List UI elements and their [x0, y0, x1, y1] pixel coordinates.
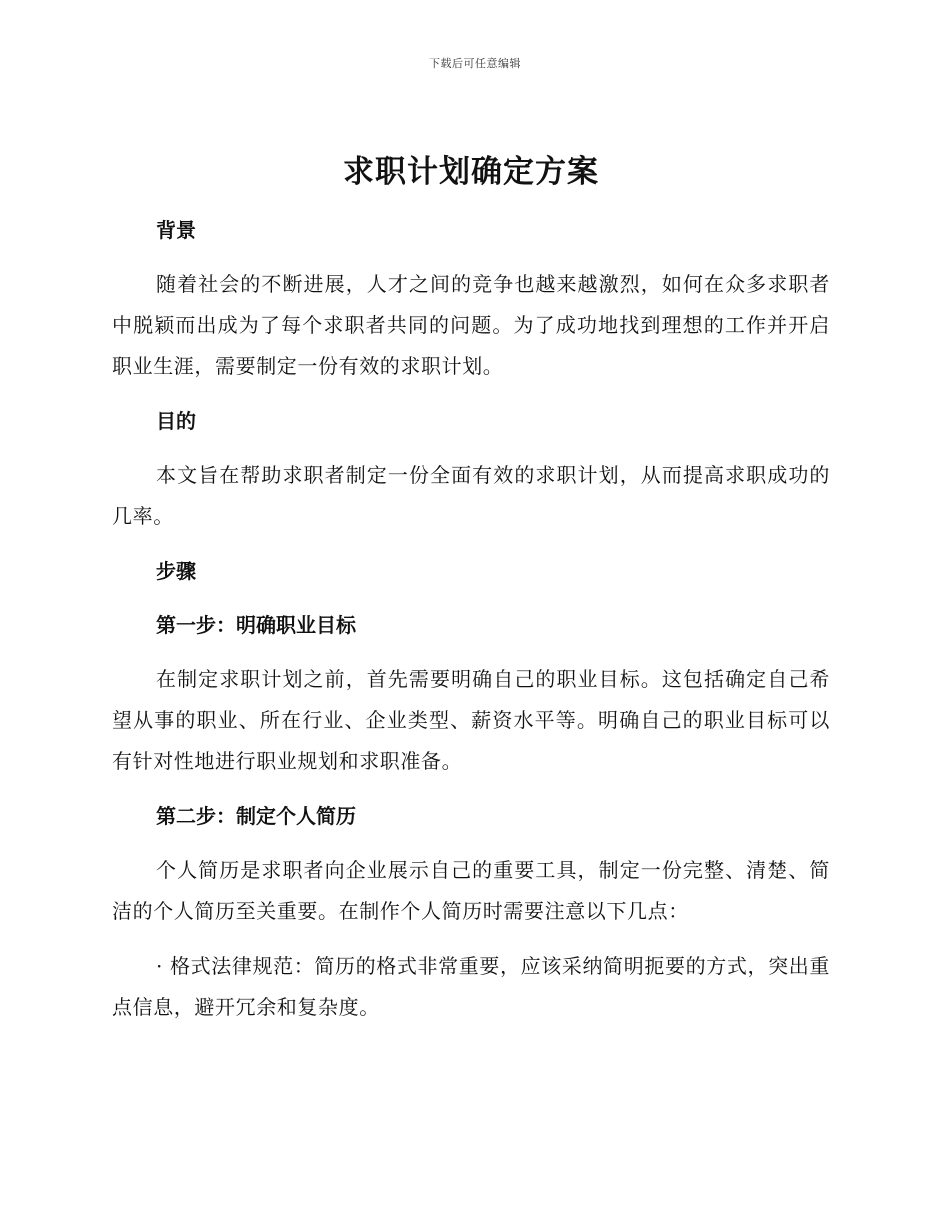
step1-heading: 第一步：明确职业目标	[156, 613, 356, 637]
step2-paragraph: 个人简历是求职者向企业展示自己的重要工具，制定一份完整、清楚、简洁的个人简历至关重要。在制作个人简历时需要注意以下几点：	[112, 858, 830, 923]
section-heading-purpose: 目的	[156, 409, 196, 433]
purpose-paragraph: 本文旨在帮助求职者制定一份全面有效的求职计划，从而提高求职成功的几率。	[112, 463, 830, 528]
step1-paragraph: 在制定求职计划之前，首先需要明确自己的职业目标。这包括确定自己希望从事的职业、所在行业、企业类型、薪资水平等。明确自己的职业目标可以有针对性地进行职业规划和求职准备。	[112, 667, 830, 773]
step2-heading: 第二步：制定个人简历	[156, 804, 356, 828]
background-paragraph: 随着社会的不断进展，人才之间的竞争也越来越激烈，如何在众多求职者中脱颖而出成为了每个求职者共同的问题。为了成功地找到理想的工作并开启职业生涯，需要制定一份有效的求职计划。	[112, 272, 830, 378]
document-title: 求职计划确定方案	[343, 154, 599, 190]
header-note: 下载后可任意编辑	[429, 57, 521, 70]
section-heading-steps: 步骤	[156, 559, 196, 583]
section-heading-background: 背景	[156, 218, 196, 242]
document-content	[112, 148, 830, 1028]
step2-bullet-format: · 格式法律规范：简历的格式非常重要，应该采纳简明扼要的方式，突出重点信息，避开冗余和复杂度。	[112, 954, 830, 1019]
